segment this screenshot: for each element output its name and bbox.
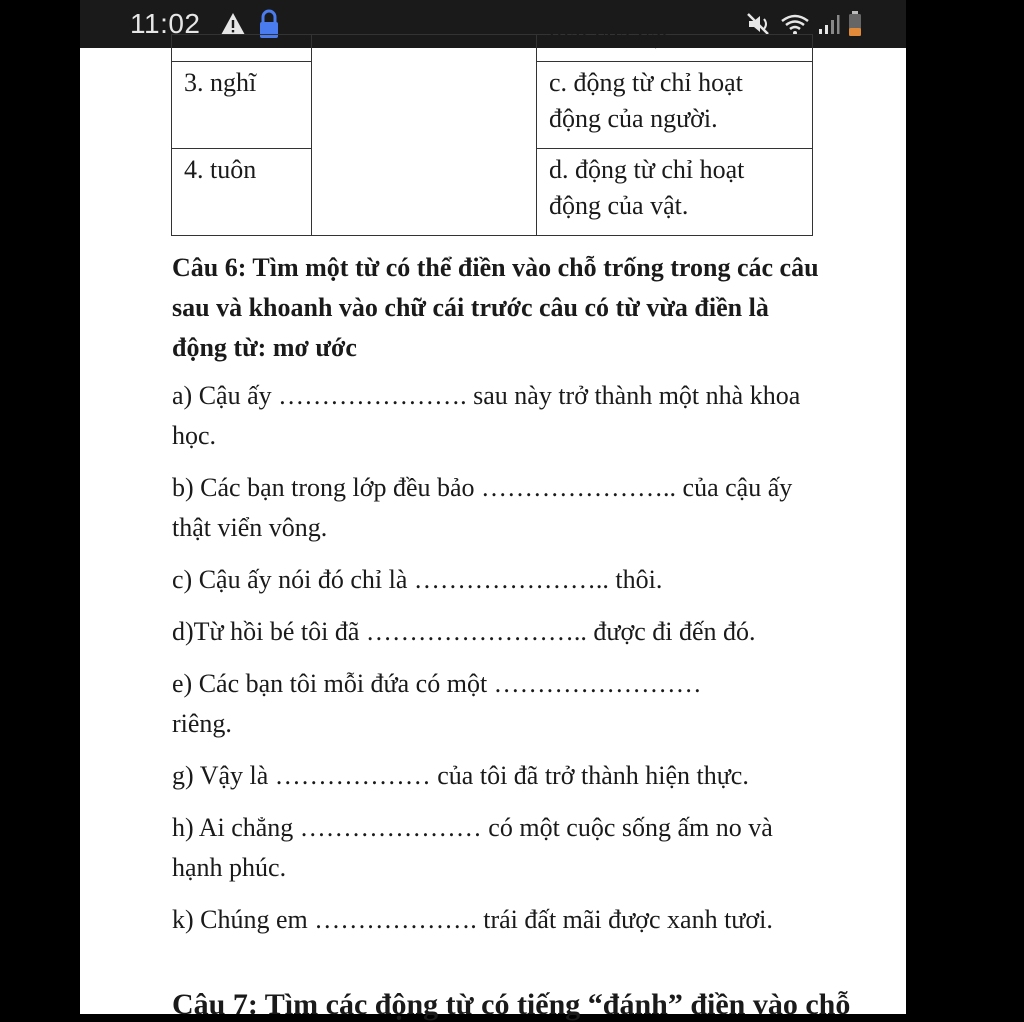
answer-item-a: a) Cậu ấy …………………. sau này trở thành một nhà khoa học. [172,381,801,450]
question-6 [172,248,822,952]
matching-table [171,21,813,236]
question-7-partial: Câu 7: Tìm các động từ có tiếng “đánh” điền vào chỗ [172,988,851,1021]
battery-icon [848,11,862,37]
answer-item-e-continued: riêng. [172,709,232,738]
table-cell-empty [312,35,537,236]
table-cell [172,35,312,62]
status-time: 11:02 [130,8,201,39]
question-title: Câu 6: Tìm một từ có thể điền vào chỗ trống trong các câu sau và khoanh vào chữ cái trước câu có từ vừa điền là động từ: mơ ước [172,253,819,362]
table-row [172,35,813,62]
answer-item-b: b) Các bạn trong lớp đều bảo ………………….. của cậu ấy thật viển vông. [172,473,793,542]
answer-item-e: e) Các bạn tôi mỗi đứa có một …………………… [172,669,702,698]
table-cell: d. động từ chỉ hoạt động của vật. [537,149,813,236]
table-cell: 3. nghĩ [172,62,312,149]
answer-item-d: d)Từ hồi bé tôi đã …………………….. được đi đến đó. [172,617,756,646]
warning-icon [220,12,246,36]
signal-icon [818,13,840,35]
answer-item-c: c) Cậu ấy nói đó chỉ là ………………….. thôi. [172,565,663,594]
table-cell [537,21,813,62]
table-cell-text: thái của vật. [549,21,676,50]
answer-item-h: h) Ai chẳng ………………… có một cuộc sống ấm no và hạnh phúc. [172,813,773,882]
answer-item-k: k) Chúng em ………………. trái đất mãi được xanh tươi. [172,905,773,934]
table-cell: 4. tuôn [172,149,312,236]
answer-item-g: g) Vậy là ……………… của tôi đã trở thành hiện thực. [172,761,749,790]
table-cell: c. động từ chỉ hoạt động của người. [537,62,813,149]
